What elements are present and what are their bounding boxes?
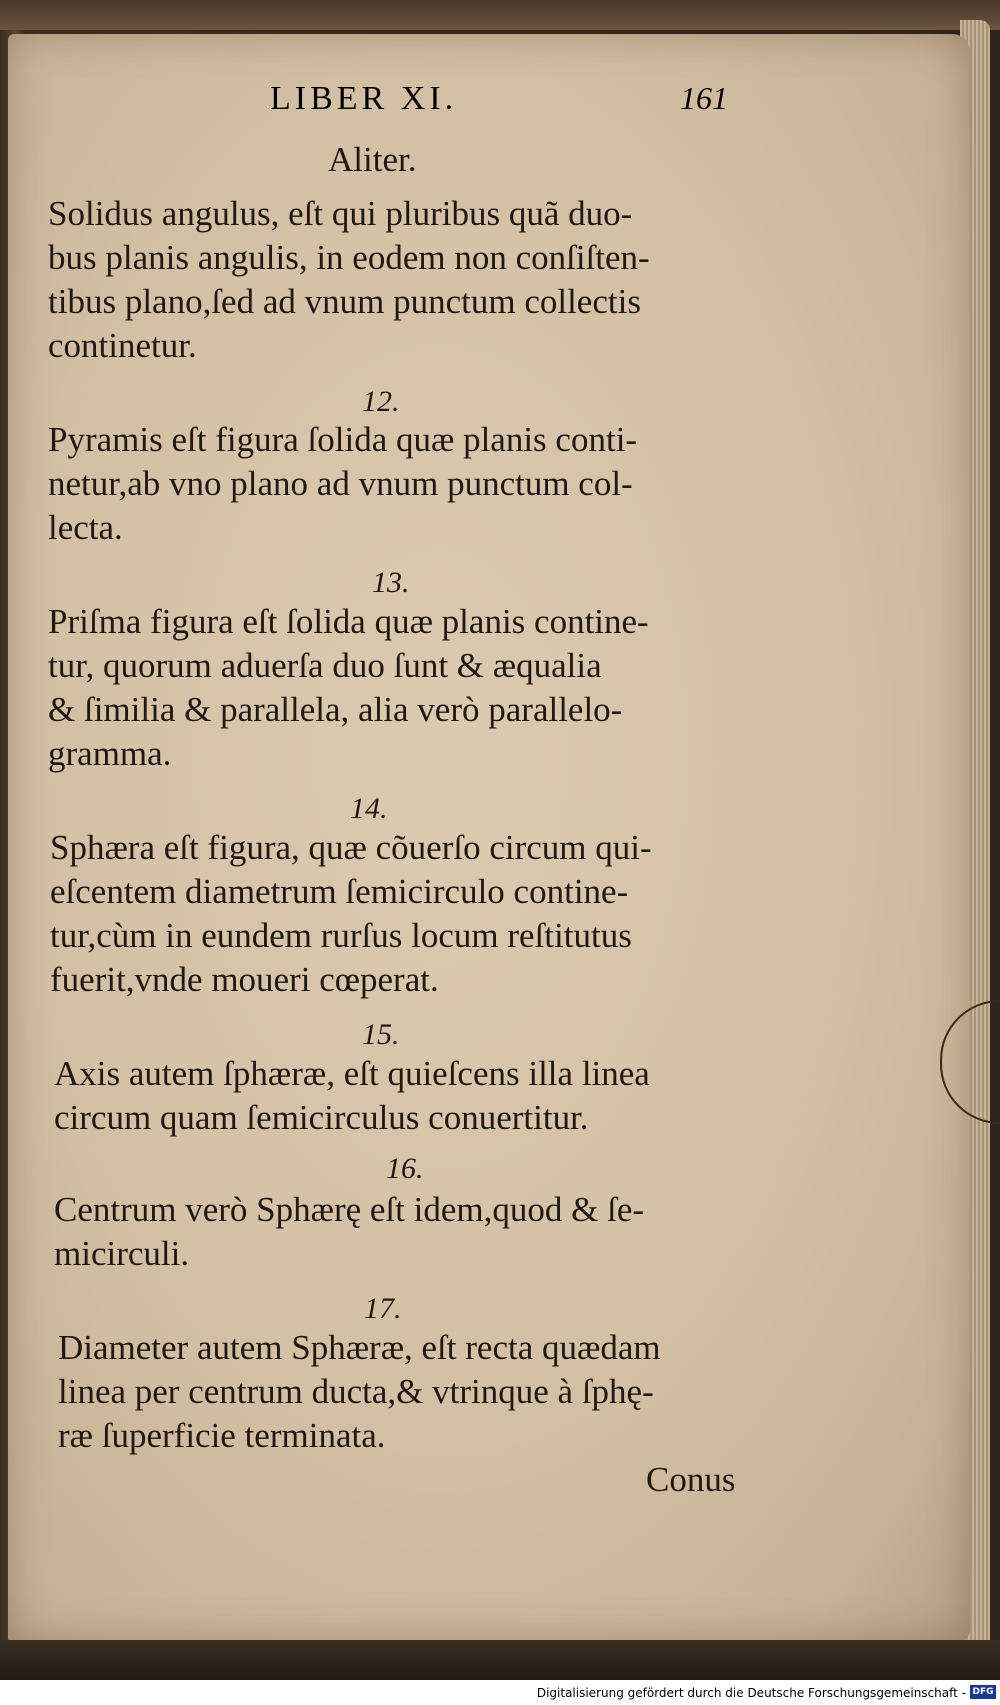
def-12-line-2: netur,ab vno plano ad vnum punctum col- <box>48 464 633 503</box>
def-15-line-1: Axis autem ſphæræ, eſt quieſcens illa linea <box>54 1054 650 1093</box>
def-15-line-2: circum quam ſemicirculus conuertitur. <box>54 1098 589 1137</box>
digitization-credit-bar <box>0 1680 1000 1705</box>
def-12-line-3: lecta. <box>48 508 123 547</box>
def-16-line-2: micirculi. <box>54 1234 190 1273</box>
def-number-17: 17. <box>364 1292 402 1325</box>
def-number-13: 13. <box>372 566 410 599</box>
def-13-line-1: Priſma figura eſt ſolida quæ planis contine- <box>48 602 649 641</box>
def-13-line-3: & ſimilia & parallela, alia verò parallelo- <box>48 690 623 729</box>
def-16-line-1: Centrum verò Sphærę eſt idem,quod & ſe- <box>54 1190 645 1229</box>
book-top-edge <box>0 0 1000 30</box>
running-title: LIBER XI. <box>270 80 458 117</box>
def-14-line-1: Sphæra eſt figura, quæ cõuerſo circum qui- <box>50 828 652 867</box>
heading-aliter: Aliter. <box>328 140 417 179</box>
def-14-line-2: eſcentem diametrum ſemicirculo contine- <box>50 872 629 911</box>
def-11-line-1: Solidus angulus, eſt qui pluribus quã duo- <box>48 194 633 233</box>
credit-text: Digitalisierung gefördert durch die Deutsche Forschungsgemeinschaft - <box>536 1686 966 1700</box>
def-14-line-3: tur,cùm in eundem rurſus locum reſtitutus <box>50 916 632 955</box>
def-14-line-4: fuerit,vnde moueri cœperat. <box>50 960 439 999</box>
def-11-line-3: tibus plano,ſed ad vnum punctum collectis <box>48 282 641 321</box>
def-number-15: 15. <box>362 1018 400 1051</box>
catchword: Conus <box>646 1460 736 1499</box>
def-17-line-2: linea per centrum ducta,& vtrinque à ſphę- <box>58 1372 654 1411</box>
def-13-line-2: tur, quorum aduerſa duo ſunt & æqualia <box>48 646 602 685</box>
def-number-14: 14. <box>350 792 388 825</box>
def-17-line-3: ræ ſuperficie terminata. <box>58 1416 386 1455</box>
def-12-line-1: Pyramis eſt figura ſolida quæ planis conti- <box>48 420 638 459</box>
dfg-logo: DFG <box>970 1685 996 1699</box>
def-11-line-4: continetur. <box>48 326 197 365</box>
def-number-16: 16. <box>386 1152 424 1185</box>
page-number: 161 <box>680 80 728 116</box>
def-11-line-2: bus planis angulis, in eodem non conſiſten- <box>48 238 650 277</box>
book-bottom-edge <box>0 1640 1000 1680</box>
def-number-12: 12. <box>362 385 400 418</box>
def-17-line-1: Diameter autem Sphæræ, eſt recta quædam <box>58 1328 661 1367</box>
def-13-line-4: gramma. <box>48 734 172 773</box>
